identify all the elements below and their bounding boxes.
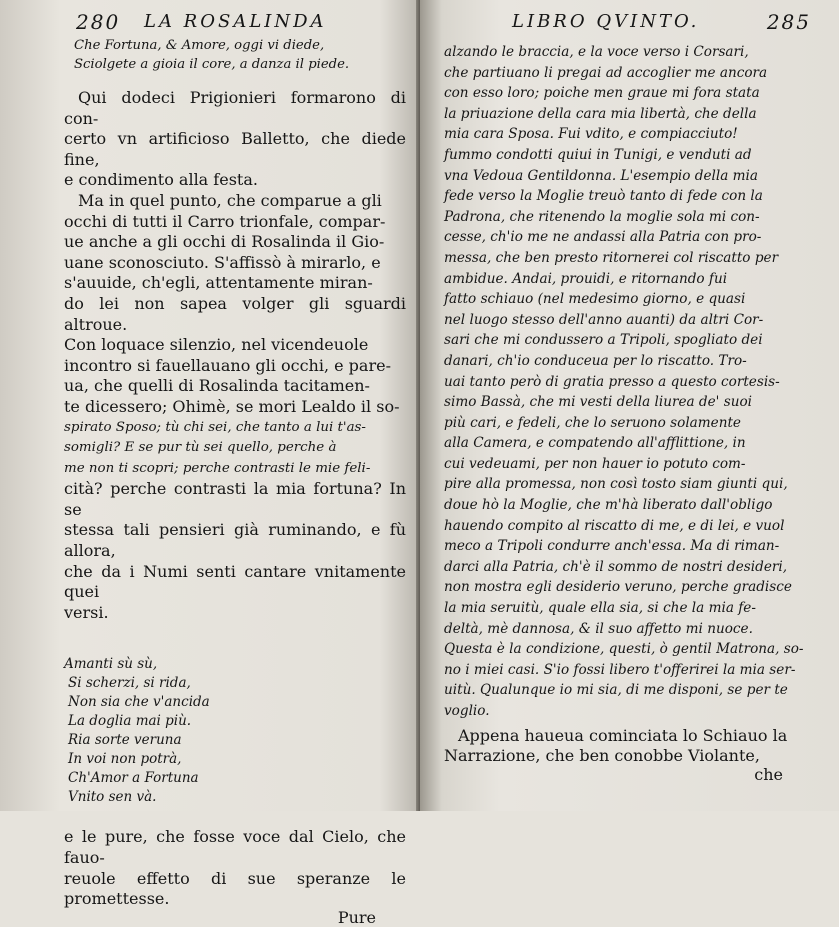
prose-line: e condimento alla festa.	[64, 170, 258, 190]
text-line: cesse, ch'io me ne andassi alla Patria con pro-	[444, 229, 762, 246]
text-line: darci alla Patria, ch'è il sommo de nostri desideri,	[444, 558, 788, 575]
poem-line: Amanti sù sù,	[64, 656, 158, 673]
prose-line: s'auuide, ch'egli, attentamente miran-	[64, 273, 373, 293]
left-running-title: LA ROSALINDA	[144, 11, 327, 32]
song-line: Sciolgete a gioia il core, a danza il piede.	[74, 57, 350, 72]
text-line: no i miei casi. S'io fossi libero t'offerirei la mia ser-	[444, 661, 796, 678]
text-line: Padrona, che ritenendo la moglie sola mi con-	[444, 208, 760, 225]
text-line: sari che mi condussero a Tripoli, spogliato dei	[444, 332, 763, 349]
prose-line: me non ti scopri; perche contrasti le mie feli-	[64, 460, 371, 476]
poem-line: La doglia mai più.	[68, 713, 192, 730]
text-line: che partiuano li pregai ad accoglier me ancora	[444, 64, 768, 81]
right-running-head	[444, 10, 827, 34]
prose-line: Qui dodeci Prigionieri formarono di con-	[64, 88, 406, 128]
prose-line: spirato Sposo; tù chi sei, che tanto a lui t'as-	[64, 419, 366, 435]
text-line: alzando le braccia, e la voce verso i Corsari,	[444, 44, 749, 60]
text-line: meco a Tripoli condurre anch'essa. Ma di riman-	[444, 538, 780, 555]
right-catchword: che	[754, 764, 783, 784]
text-line: Questa è la condizione, questi, ò gentil Matrona, so-	[444, 641, 804, 658]
text-line: hauendo compito al riscatto di me, e di lei, e vuol	[444, 517, 785, 534]
prose-line: Con loquace silenzio, nel vicendeuole	[64, 335, 369, 355]
text-line: danari, ch'io conduceua per lo riscatto. Tro-	[444, 352, 747, 369]
text-line: nel luogo stesso dell'anno auanti) da altri Cor-	[444, 311, 764, 328]
poem-line: Non sia che v'ancida	[68, 694, 210, 711]
text-line: doue hò la Moglie, che m'hà liberato dall'obligo	[444, 497, 773, 514]
prose-line: versi.	[64, 602, 109, 622]
right-running-title: LIBRO QVINTO.	[512, 11, 700, 32]
poem-line: In voi non potrà,	[68, 751, 182, 768]
closing-line: e le pure, che fosse voce dal Cielo, che fauo-	[64, 827, 406, 868]
text-line: uitù. Qualunque io mi sia, di me disponi, se per te	[444, 682, 788, 699]
right-page	[420, 0, 839, 811]
right-closing	[444, 726, 827, 767]
prose-line: te dicessero; Ohimè, se mori Lealdo il so-	[64, 396, 400, 416]
left-page-number: 280	[76, 10, 121, 34]
poem	[64, 655, 406, 807]
text-line: fatto schiauo (nel medesimo giorno, e quasi	[444, 291, 746, 308]
text-line: messa, che ben presto ritornerei col riscatto per	[444, 249, 779, 266]
text-line: simo Bassà, che mi vesti della liurea de' suoi	[444, 394, 752, 411]
text-line: più cari, e fedeli, che lo seruono solamente	[444, 414, 741, 431]
poem-line: Ria sorte veruna	[68, 732, 182, 749]
text-line: ambidue. Andai, prouidi, e ritornando fui	[444, 270, 728, 287]
text-line: mia cara Sposa. Fui vdito, e compiacciuto!	[444, 126, 738, 143]
prose-line: stessa tali pensieri già ruminando, e fù allora,	[64, 520, 406, 561]
text-line: pire alla promessa, non così tosto siam giunti qui,	[444, 476, 788, 493]
text-line: la priuazione della cara mia libertà, che della	[444, 105, 757, 122]
text-line: non mostra egli desiderio veruno, perche gradisce	[444, 579, 792, 596]
text-line: alla Camera, e compatendo all'afflittione, in	[444, 435, 746, 452]
song-couplet	[74, 36, 406, 74]
text-line: vna Vedoua Gentildonna. L'esempio della mia	[444, 167, 758, 184]
prose-line: cità? perche contrasti la mia fortuna? In se	[64, 479, 406, 519]
song-line: Che Fortuna, & Amore, oggi vi diede,	[74, 38, 325, 53]
right-page-number: 285	[766, 10, 811, 34]
poem-line: Vnito sen và.	[68, 789, 157, 806]
text-line: con esso loro; poiche men graue mi fora stata	[444, 85, 760, 102]
closing-line: Narrazione, che ben conobbe Violante,	[444, 746, 760, 766]
prose-line: che da i Numi senti cantare vnitamente quei	[64, 561, 406, 602]
text-line: cui vedeuami, per non hauer io potuto com-	[444, 455, 746, 472]
prose-line: uane sconosciuto. S'affissò à mirarlo, e	[64, 252, 381, 272]
prose-line: do lei non sapea volger gli sguardi altroue.	[64, 293, 406, 334]
prose-line: somigli? E se pur tù sei quello, perche à	[64, 440, 337, 456]
text-line: voglio.	[444, 703, 490, 719]
right-text	[444, 42, 827, 722]
left-prose	[64, 88, 406, 623]
left-catchword: Pure	[337, 907, 376, 927]
text-line: la mia seruitù, quale ella sia, si che la mia fe-	[444, 600, 756, 617]
closing-line: Appena haueua cominciata lo Schiauo la	[458, 725, 788, 745]
closing-line: reuole effetto di sue speranze le promettesse.	[64, 868, 406, 909]
prose-line: Ma in quel punto, che comparue a gli	[78, 190, 382, 210]
text-line: fede verso la Moglie treuò tanto di fede con la	[444, 188, 763, 205]
left-closing	[64, 827, 406, 909]
prose-line: occhi di tutti il Carro trionfale, compar-	[64, 211, 386, 231]
text-line: fummo condotti quiui in Tunigi, e venduti ad	[444, 146, 752, 163]
poem-line: Ch'Amor a Fortuna	[68, 770, 199, 787]
poem-line: Si scherzi, si rida,	[68, 675, 191, 692]
prose-line: ua, che quelli di Rosalinda tacitamen-	[64, 376, 370, 396]
text-line: deltà, mè dannosa, & il suo affetto mi nuoce.	[444, 620, 753, 637]
prose-line: certo vn artificioso Balletto, che diede fine,	[64, 129, 406, 169]
text-line: uai tanto però di gratia presso a questo cortesis-	[444, 373, 780, 390]
prose-line: incontro si fauellauano gli occhi, e pare-	[64, 355, 391, 375]
left-running-head	[64, 10, 406, 34]
prose-line: ue anche a gli occhi di Rosalinda il Gio-	[64, 232, 385, 252]
